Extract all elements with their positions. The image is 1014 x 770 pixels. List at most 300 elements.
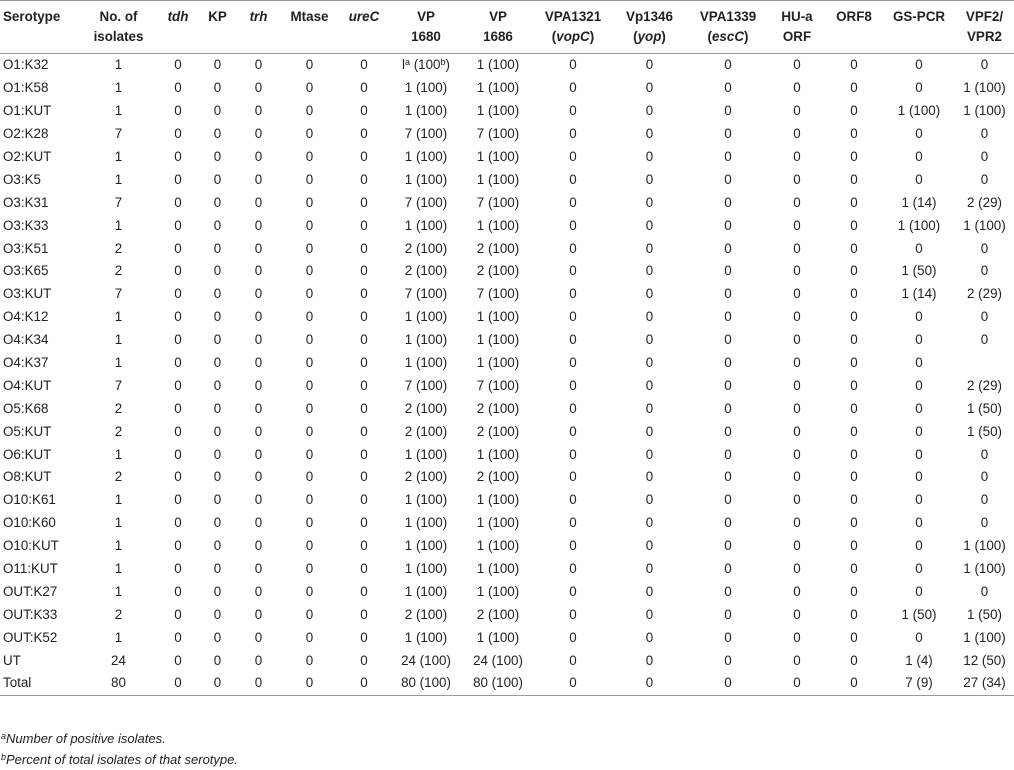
header-text: escC (711, 29, 744, 44)
table-cell: 7 (100) (476, 194, 520, 210)
table-cell: 0 (254, 332, 263, 348)
table-cell: 0 (724, 149, 732, 164)
table-cell: 0 (915, 57, 923, 73)
table-cell: 0 (305, 492, 314, 508)
header-text: trh (249, 9, 268, 24)
table-cell: 0 (724, 423, 732, 439)
table-cell: 0 (360, 309, 368, 325)
table-cell: 0 (213, 240, 222, 256)
table-cell: 0 (360, 423, 368, 439)
table-cell: 1 (114, 538, 123, 554)
table-cell: 0 (569, 80, 577, 96)
table-cell: 1 (100) (476, 538, 520, 554)
table-cell: 0 (213, 263, 222, 279)
table-cell: 0 (305, 149, 314, 164)
table-cell: 0 (645, 583, 654, 599)
table-row (0, 168, 1014, 191)
table-row (0, 649, 1014, 672)
header-text: Vp1346 (626, 9, 673, 24)
table-row (0, 420, 1014, 443)
table-cell: 0 (793, 149, 801, 164)
table-cell: 0 (915, 149, 923, 164)
header-text: 1686 (483, 29, 513, 44)
table-cell: 1 (114, 80, 123, 96)
table-cell: 7 (100) (404, 377, 448, 393)
table-cell: 0 (305, 652, 314, 668)
table-cell: 1 (100) (404, 309, 448, 325)
serotype-cell: O3:K5 (3, 171, 41, 187)
table-cell: 0 (360, 583, 368, 599)
table-cell: 0 (174, 355, 182, 371)
table-cell: 0 (569, 629, 577, 645)
table-cell: 0 (305, 561, 314, 577)
table-cell: 0 (793, 423, 801, 439)
table-cell: 0 (213, 194, 222, 210)
table-row (0, 603, 1014, 626)
table-cell: 0 (213, 446, 222, 462)
table-cell: 0 (174, 423, 182, 439)
table-cell: 0 (305, 171, 314, 187)
table-cell: 0 (569, 263, 577, 279)
table-cell: 2 (100) (404, 400, 448, 416)
table-cell: 0 (213, 126, 222, 142)
table-cell: 0 (724, 263, 732, 279)
header-text: Mtase (290, 9, 329, 24)
table-cell: 1 (114, 149, 123, 164)
table-cell: 0 (793, 400, 801, 416)
table-cell: 1 (100) (404, 332, 448, 348)
table-cell: 0 (724, 629, 732, 645)
table-cell: 0 (569, 309, 577, 325)
table-cell: 0 (850, 149, 858, 164)
table-cell: 0 (850, 126, 858, 142)
serotype-cell: Total (3, 675, 32, 691)
table-cell: 7 (100) (404, 286, 448, 302)
table-cell: 0 (645, 240, 654, 256)
table-cell: 0 (724, 103, 732, 119)
table-footnotes (0, 728, 238, 770)
table-cell: 2 (100) (404, 469, 448, 485)
header-text: Serotype (3, 9, 61, 24)
serotype-cell: O10:K61 (3, 492, 56, 508)
table-cell: 1 (114, 583, 123, 599)
table-cell: 0 (915, 126, 923, 142)
table-cell: 24 (111, 652, 126, 668)
table-cell: 0 (850, 515, 858, 531)
table-cell: 2 (100) (404, 240, 448, 256)
table-cell: 0 (850, 561, 858, 577)
table-cell (955, 352, 1014, 375)
column-header (80, 1, 157, 54)
table-cell: 2 (100) (476, 423, 520, 439)
table-cell: 0 (850, 652, 858, 668)
table-cell: 0 (569, 126, 577, 142)
table-cell: 0 (360, 194, 368, 210)
table-row (0, 626, 1014, 649)
table-cell: 1 (50) (967, 400, 1002, 416)
table-cell: 0 (915, 515, 923, 531)
table-cell: 0 (213, 538, 222, 554)
table-row (0, 352, 1014, 375)
serotype-cell: OUT:K52 (3, 629, 58, 645)
table-cell: 0 (305, 263, 314, 279)
table-cell: 1 (100) (404, 171, 448, 187)
table-cell: 0 (724, 583, 732, 599)
table-cell: 0 (793, 469, 801, 485)
table-cell: 0 (254, 263, 263, 279)
table-cell: 1 (50) (901, 606, 937, 622)
table-cell: 1 (100) (404, 538, 448, 554)
table-cell: 0 (793, 675, 801, 691)
table-cell: 0 (980, 469, 989, 485)
footnote-marker: b (1, 752, 7, 762)
table-cell: 7 (100) (404, 126, 448, 142)
table-cell: 0 (360, 446, 368, 462)
table-cell: 0 (850, 171, 858, 187)
table-cell: 0 (305, 675, 314, 691)
table-cell: 0 (569, 377, 577, 393)
table-cell: 0 (174, 583, 182, 599)
table-cell: 0 (569, 652, 577, 668)
table-cell: 0 (360, 492, 368, 508)
header-text: VPF2/ (965, 9, 1004, 24)
table-row (0, 580, 1014, 603)
table-cell: 0 (174, 492, 182, 508)
column-header (462, 1, 534, 54)
table-cell: 1 (100) (404, 355, 448, 371)
serotype-cell: OUT:K33 (3, 606, 58, 622)
table-cell: 0 (360, 561, 368, 577)
table-cell: 0 (360, 126, 368, 142)
table-cell: 0 (213, 149, 222, 164)
table-row (0, 77, 1014, 100)
table-cell: 0 (305, 103, 314, 119)
table-cell: 0 (174, 240, 182, 256)
table-cell: 0 (213, 423, 222, 439)
table-cell: 1 (114, 171, 123, 187)
table-cell: 0 (645, 80, 654, 96)
header-text: VPA1321 (544, 9, 602, 24)
column-header (955, 1, 1014, 54)
table-cell: 0 (645, 652, 654, 668)
table-cell: 0 (915, 355, 923, 371)
table-cell: 0 (850, 675, 858, 691)
table-cell: 0 (254, 583, 263, 599)
table-cell: 0 (174, 652, 182, 668)
table-cell: 7 (100) (404, 194, 448, 210)
table-cell: 1 (50) (967, 423, 1002, 439)
table-cell: 0 (793, 126, 801, 142)
table-cell: 0 (724, 400, 732, 416)
table-cell: 0 (213, 309, 222, 325)
table-cell: 1 (100) (476, 492, 520, 508)
table-cell: 0 (645, 355, 654, 371)
table-cell: 7 (100) (476, 286, 520, 302)
table-cell: 0 (174, 171, 182, 187)
table-cell: 0 (915, 377, 923, 393)
table-cell: 1 (100) (476, 583, 520, 599)
table-cell: 0 (360, 240, 368, 256)
table-cell: 0 (724, 538, 732, 554)
table-cell: 0 (980, 583, 989, 599)
table-cell: 80 (100) (401, 675, 451, 691)
column-header (0, 1, 80, 54)
table-cell: 0 (915, 80, 923, 96)
table-cell: 0 (305, 309, 314, 325)
table-cell: 1 (100) (963, 217, 1006, 233)
table-cell: 0 (569, 583, 577, 599)
table-cell: 0 (360, 469, 368, 485)
table-cell: 0 (213, 469, 222, 485)
table-cell: 0 (645, 194, 654, 210)
cell-text: l (401, 57, 405, 73)
table-cell: 1 (100) (404, 149, 448, 164)
table-cell: 0 (850, 377, 858, 393)
table-cell: 0 (360, 515, 368, 531)
table-cell: 0 (850, 469, 858, 485)
table-cell: 1 (100) (476, 80, 520, 96)
table-cell: 0 (980, 309, 989, 325)
table-cell: 2 (114, 400, 123, 416)
table-cell: 1 (114, 629, 123, 645)
table-cell: 0 (174, 57, 182, 73)
table-cell: 1 (100) (897, 217, 941, 233)
table-cell: 0 (793, 606, 801, 622)
footnote (0, 749, 238, 770)
cell-text: (100 (409, 57, 441, 73)
table-cell: 0 (915, 423, 923, 439)
table-cell: 0 (174, 286, 182, 302)
serotype-cell: O4:K12 (3, 309, 49, 325)
table-cell: 0 (915, 309, 923, 325)
column-header (157, 1, 199, 54)
serotype-cell: O5:KUT (3, 423, 52, 439)
table-cell: 0 (254, 629, 263, 645)
serotype-cell: O3:K51 (3, 240, 49, 256)
table-cell: 0 (360, 263, 368, 279)
table-cell: 0 (174, 561, 182, 577)
table-row (0, 191, 1014, 214)
table-cell: 0 (305, 423, 314, 439)
table-cell: 0 (254, 57, 263, 73)
table-cell: 0 (213, 103, 222, 119)
table-cell: 0 (254, 469, 263, 485)
table-cell: 0 (569, 57, 577, 73)
table-cell: 1 (114, 57, 123, 73)
table-cell: 0 (254, 103, 263, 119)
header-text: HU-a (781, 9, 813, 24)
table-cell: 1 (114, 446, 123, 462)
table-cell: 0 (254, 309, 263, 325)
table-cell: 0 (724, 561, 732, 577)
table-cell: 1 (100) (404, 492, 448, 508)
table-cell: 1 (100) (404, 446, 448, 462)
table-cell: 1 (114, 309, 123, 325)
table-cell: 0 (305, 240, 314, 256)
table-cell: 0 (793, 309, 801, 325)
table-cell: 0 (915, 629, 923, 645)
table-cell: 0 (254, 240, 263, 256)
table-cell: 0 (213, 377, 222, 393)
table-cell: 0 (305, 446, 314, 462)
table-cell: 0 (793, 57, 801, 73)
table-cell: 0 (569, 355, 577, 371)
table-cell: 2 (100) (404, 606, 448, 622)
table-cell: 0 (645, 675, 654, 691)
table-row (0, 374, 1014, 397)
serotype-cell: O3:K33 (3, 217, 49, 233)
table-cell: 1 (100) (404, 515, 448, 531)
table-cell: 1 (114, 103, 123, 119)
table-cell: 0 (254, 355, 263, 371)
table-cell: 0 (645, 149, 654, 164)
table-cell: 2 (100) (476, 469, 520, 485)
table-cell: 0 (850, 400, 858, 416)
table-cell: 0 (645, 57, 654, 73)
table-cell: 0 (793, 446, 801, 462)
table-cell: 1 (100) (476, 332, 520, 348)
table-cell: 0 (569, 103, 577, 119)
header-text: GS-PCR (892, 9, 946, 24)
header-text: ( (707, 29, 712, 44)
table-cell: 0 (569, 492, 577, 508)
table-cell: 0 (724, 240, 732, 256)
table-cell: 0 (360, 103, 368, 119)
table-cell: 0 (569, 561, 577, 577)
table-cell: 0 (254, 377, 263, 393)
table-cell: 0 (915, 400, 923, 416)
table-cell: 0 (213, 355, 222, 371)
table-cell: 0 (645, 286, 654, 302)
header-text: ) (661, 29, 666, 44)
table-row (0, 306, 1014, 329)
table-cell: 0 (724, 377, 732, 393)
table-cell: 0 (645, 126, 654, 142)
serotype-cell: O6:KUT (3, 446, 52, 462)
table-cell: 1 (14) (901, 286, 937, 302)
table-row (0, 672, 1014, 695)
table-cell: 0 (793, 561, 801, 577)
table-cell: 0 (174, 194, 182, 210)
header-text: ) (589, 29, 595, 44)
footnote-text: Number of positive isolates. (6, 731, 166, 746)
table-cell: 0 (254, 538, 263, 554)
table-cell: 0 (569, 538, 577, 554)
table-cell: 1 (100) (404, 629, 448, 645)
footnote (0, 728, 238, 749)
table-row (0, 283, 1014, 306)
table-cell: 0 (360, 629, 368, 645)
table-cell: 0 (360, 149, 368, 164)
table-cell: 0 (793, 583, 801, 599)
header-text: ORF (782, 29, 812, 44)
table-cell: 0 (305, 400, 314, 416)
table-cell: 80 (111, 675, 126, 691)
table-cell: 7 (114, 126, 123, 142)
table-cell: 1 (114, 355, 123, 371)
table-cell: 1 (100) (404, 217, 448, 233)
footnote-marker: a (1, 731, 7, 741)
table-cell: 7 (114, 286, 123, 302)
table-cell: 0 (915, 469, 923, 485)
table-cell: 0 (793, 194, 801, 210)
table-cell: 0 (915, 332, 923, 348)
table-cell: 0 (174, 675, 182, 691)
table-cell: 7 (9) (905, 675, 933, 691)
table-cell: 0 (174, 469, 182, 485)
table-cell: 0 (645, 538, 654, 554)
table-cell: 0 (254, 400, 263, 416)
table-cell: 1 (100) (476, 103, 520, 119)
table-cell: 0 (793, 332, 801, 348)
table-cell: 2 (114, 263, 123, 279)
table-cell: 0 (645, 606, 654, 622)
serotype-cell: O3:KUT (3, 286, 52, 302)
table-cell: 0 (980, 263, 989, 279)
table-cell: 0 (174, 332, 182, 348)
table-cell: 0 (174, 446, 182, 462)
table-cell: 0 (724, 194, 732, 210)
serotype-cell: O11:KUT (3, 561, 58, 577)
serotype-cell: O4:K34 (3, 332, 49, 348)
table-row (0, 100, 1014, 123)
table-cell: 0 (724, 217, 732, 233)
table-cell: 0 (360, 286, 368, 302)
table-cell: 0 (915, 538, 923, 554)
serotype-cell: O4:KUT (3, 377, 52, 393)
table-cell: 0 (850, 194, 858, 210)
table-cell: 0 (724, 57, 732, 73)
header-text: 1680 (411, 29, 441, 44)
table-cell: 0 (645, 103, 654, 119)
table-cell: 0 (793, 171, 801, 187)
header-text: tdh (167, 9, 189, 24)
table-cell: 0 (850, 583, 858, 599)
table-row (0, 558, 1014, 581)
table-cell: 0 (793, 492, 801, 508)
table-cell: 0 (174, 103, 182, 119)
table-cell: 0 (360, 538, 368, 554)
serotype-cell: O1:K32 (3, 57, 49, 73)
table-cell: 0 (305, 538, 314, 554)
table-cell: 0 (645, 629, 654, 645)
column-header (390, 1, 462, 54)
table-cell: 0 (174, 515, 182, 531)
table-cell: 0 (174, 400, 182, 416)
table-cell: 0 (305, 629, 314, 645)
table-cell: 0 (174, 126, 182, 142)
table-cell: 0 (793, 652, 801, 668)
table-cell: 0 (793, 355, 801, 371)
table-cell: 0 (850, 103, 858, 119)
table-cell: 0 (980, 446, 989, 462)
table-cell: 1 (100) (404, 583, 448, 599)
table-row (0, 397, 1014, 420)
table-cell: 0 (569, 149, 577, 164)
table-cell: 0 (569, 423, 577, 439)
table-cell: 0 (213, 652, 222, 668)
table-row (0, 260, 1014, 283)
table-cell: 2 (29) (967, 194, 1002, 210)
table-row (0, 214, 1014, 237)
table-cell: 0 (724, 652, 732, 668)
table-cell: 0 (724, 606, 732, 622)
table-cell: 1 (100) (476, 217, 520, 233)
table-cell: 0 (174, 263, 182, 279)
table-cell: 0 (213, 57, 222, 73)
table-cell: 0 (850, 217, 858, 233)
table-cell: 1 (100) (476, 561, 520, 577)
